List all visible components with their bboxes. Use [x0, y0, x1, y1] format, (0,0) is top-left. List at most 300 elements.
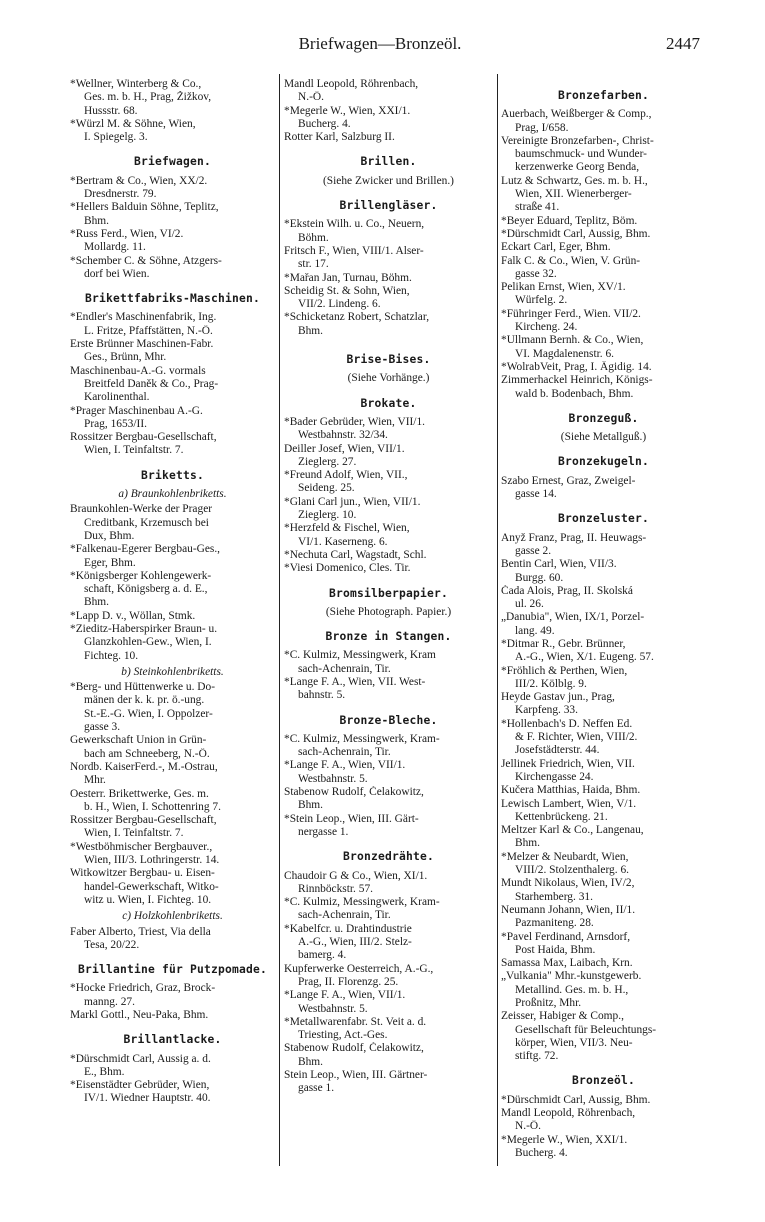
- category-heading: Bronze-Bleche.: [339, 713, 438, 727]
- entry-line: *WolrabVeit, Prag, I. Ägidig. 14.: [501, 360, 652, 373]
- directory-entry: [70, 570, 275, 610]
- entry-line: VII/2. Lindeng. 6.: [298, 298, 381, 311]
- directory-entry: [284, 522, 493, 549]
- entry-line: kerzenwerke Georg Benda,: [515, 161, 640, 174]
- directory-entry: [284, 1069, 493, 1096]
- directory-entry: [284, 549, 493, 562]
- directory-entry: [70, 623, 275, 663]
- entry-line: sach-Achenrain, Tir.: [298, 746, 391, 759]
- entry-line: Breitfeld Daněk & Co., Prag-: [84, 377, 219, 390]
- category-heading: Brillen.: [360, 155, 417, 169]
- entry-line: Kettenbrückeng. 21.: [515, 810, 608, 823]
- entry-line: Tesa, 20/22.: [84, 938, 140, 951]
- entry-line: E., Bhm.: [84, 1065, 125, 1078]
- entry-line: Witkowitzer Bergbau- u. Eisen-: [70, 867, 215, 880]
- directory-entry: [501, 532, 706, 559]
- column-rule-left: [279, 74, 280, 1166]
- directory-entry: [501, 1094, 706, 1107]
- entry-line: *C. Kulmiz, Messingwerk, Kram: [284, 649, 436, 662]
- directory-entry: [284, 676, 493, 703]
- entry-line: Hussstr. 68.: [84, 104, 138, 117]
- entry-line: Nordb. KaiserFerd.-, M.-Ostrau,: [70, 760, 218, 773]
- entry-line: *Herzfeld & Fischel, Wien,: [284, 522, 410, 535]
- entry-line: *Hocke Friedrich, Graz, Brock-: [70, 982, 216, 995]
- directory-entry: [284, 733, 493, 760]
- directory-entry: [501, 611, 706, 638]
- directory-entry: [284, 1042, 493, 1069]
- entry-line: *Megerle W., Wien, XXI/1.: [284, 104, 411, 117]
- entry-line: Wien, I. Teinfaltstr. 7.: [84, 444, 184, 457]
- entry-line: wald b. Bodenbach, Bhm.: [515, 387, 634, 400]
- entry-line: *Westböhmischer Bergbauver.,: [70, 840, 213, 853]
- directory-entry: [70, 311, 275, 338]
- entry-line: Metallind. Ges. m. b. H.,: [515, 983, 629, 996]
- entry-line: Heyde Gastav jun., Prag,: [501, 691, 615, 704]
- entry-line: Starhemberg. 31.: [515, 890, 593, 903]
- directory-entry: [70, 926, 275, 953]
- entry-line: Scheidig St. & Sohn, Wien,: [284, 284, 410, 297]
- directory-entry: [501, 135, 706, 175]
- subcategory-heading: a) Braunkohlenbriketts.: [118, 488, 227, 501]
- entry-line: stiftg. 72.: [515, 1050, 559, 1063]
- entry-line: Mollardg. 11.: [84, 241, 146, 254]
- directory-entry: [501, 1134, 706, 1161]
- entry-line: Karolinenthal.: [84, 391, 150, 404]
- entry-line: Pelikan Ernst, Wien, XV/1.: [501, 281, 626, 294]
- entry-line: Zeisser, Habiger & Comp.,: [501, 1010, 624, 1023]
- directory-entry: [501, 1010, 706, 1063]
- entry-line: straße 41.: [515, 201, 560, 214]
- directory-entry: [70, 338, 275, 365]
- directory-entry: [70, 543, 275, 570]
- entry-line: *Russ Ferd., Wien, VI/2.: [70, 227, 184, 240]
- entry-line: Ges. m. b. H., Prag, Žižkov,: [84, 91, 212, 104]
- entry-line: Bhm.: [84, 214, 110, 227]
- entry-line: Fichteg. 10.: [84, 649, 139, 662]
- entry-line: *Lapp D. v., Wöllan, Stmk.: [70, 609, 196, 622]
- entry-line: Bhm.: [298, 324, 324, 337]
- subcategory-heading: b) Steinkohlenbriketts.: [121, 665, 224, 678]
- entry-line: Bhm.: [298, 799, 324, 812]
- directory-entry: [70, 503, 275, 543]
- entry-line: manng. 27.: [84, 995, 135, 1008]
- entry-line: Josefstädterstr. 44.: [515, 744, 600, 757]
- entry-line: Stabenow Rudolf, Čelakowitz,: [284, 786, 424, 799]
- entry-line: *Hollenbach's D. Neffen Ed.: [501, 717, 633, 730]
- directory-entry: [70, 431, 275, 458]
- directory-entry: [501, 798, 706, 825]
- entry-line: *C. Kulmiz, Messingwerk, Kram-: [284, 732, 440, 745]
- directory-entry: [501, 718, 706, 758]
- directory-entry: [501, 475, 706, 502]
- entry-line: Rossitzer Bergbau-Gesellschaft,: [70, 814, 217, 827]
- page-header: [60, 32, 700, 54]
- entry-line: Westbahnstr. 32/34.: [298, 429, 388, 442]
- entry-line: Seideng. 25.: [298, 482, 355, 495]
- category-heading: Bronzedrähte.: [342, 850, 435, 864]
- directory-entry: [501, 638, 706, 665]
- entry-line: Fritsch F., Wien, VIII/1. Alser-: [284, 244, 424, 257]
- entry-line: *Bader Gebrüder, Wien, VII/1.: [284, 415, 426, 428]
- entry-line: Rossitzer Bergbau-Gesellschaft,: [70, 431, 217, 444]
- entry-line: Faber Alberto, Triest, Via della: [70, 925, 211, 938]
- entry-line: *Nechuta Carl, Wagstadt, Schl.: [284, 548, 427, 561]
- directory-entry: [70, 610, 275, 623]
- entry-line: mänen der k. k. pr. ö.-ung.: [84, 694, 205, 707]
- category-heading: Brise-Bises.: [346, 353, 431, 367]
- entry-line: körper, Wien, VII/3. Neu-: [515, 1036, 633, 1049]
- entry-line: *Ditmar R., Gebr. Brünner,: [501, 637, 626, 650]
- directory-entry: [501, 758, 706, 785]
- directory-entry: [70, 814, 275, 841]
- directory-entry: [70, 1079, 275, 1106]
- entry-line: gasse 2.: [515, 544, 552, 557]
- entry-line: Stabenow Rudolf, Čelakowitz,: [284, 1042, 424, 1055]
- column-left: [70, 78, 275, 1178]
- entry-line: St.-E.-G. Wien, I. Oppolzer-: [84, 707, 213, 720]
- entry-line: Chaudoir G & Co., Wien, XI/1.: [284, 869, 428, 882]
- directory-entry: [284, 78, 493, 105]
- directory-entry: [284, 1016, 493, 1043]
- entry-line: Deiller Josef, Wien, VII/1.: [284, 442, 405, 455]
- directory-entry: [284, 416, 493, 443]
- entry-line: *Endler's Maschinenfabrik, Ing.: [70, 311, 217, 324]
- directory-entry: [70, 201, 275, 228]
- directory-entry: [284, 496, 493, 523]
- directory-entry: [501, 308, 706, 335]
- entry-line: Bhm.: [84, 596, 110, 609]
- directory-entry: [501, 665, 706, 692]
- subcategory-heading: c) Holzkohlenbriketts.: [122, 910, 223, 923]
- entry-line: *Bertram & Co., Wien, XX/2.: [70, 174, 208, 187]
- entry-line: gasse 3.: [84, 721, 121, 734]
- entry-line: *Ullmann Bernh. & Co., Wien,: [501, 334, 644, 347]
- entry-line: Szabo Ernest, Graz, Zweigel-: [501, 474, 636, 487]
- entry-line: *Glani Carl jun., Wien, VII/1.: [284, 495, 421, 508]
- entry-line: Wien, III/3. Lothringerstr. 14.: [84, 854, 220, 867]
- entry-line: handel-Gewerkschaft, Witko-: [84, 880, 219, 893]
- entry-line: Triesting, Act.-Ges.: [298, 1029, 388, 1042]
- page-number: 2447: [666, 34, 700, 53]
- entry-line: Oesterr. Brikettwerke, Ges. m.: [70, 787, 209, 800]
- entry-line: *Zieditz-Haberspirker Braun- u.: [70, 622, 218, 635]
- entry-line: Westbahnstr. 5.: [298, 772, 368, 785]
- column-middle: [284, 78, 493, 1178]
- entry-line: Post Haida, Bhm.: [515, 943, 596, 956]
- directory-entry: [70, 841, 275, 868]
- entry-line: VI. Magdalenenstr. 6.: [515, 347, 615, 360]
- entry-line: Westbahnstr. 5.: [298, 1002, 368, 1015]
- category-heading: Brillantlacke.: [123, 1033, 222, 1047]
- entry-line: Bucherg. 4.: [298, 117, 351, 130]
- entry-line: Rotter Karl, Salzburg II.: [284, 131, 395, 144]
- category-heading: Bronzeöl.: [571, 1074, 635, 1088]
- entry-line: *Fröhlich & Perthen, Wien,: [501, 664, 628, 677]
- directory-entry: [501, 334, 706, 361]
- directory-entry: [284, 813, 493, 840]
- directory-entry: [501, 175, 706, 215]
- directory-entry: [501, 215, 706, 228]
- directory-entry: [70, 405, 275, 432]
- entry-line: Wien, XII. Wienerberger-: [515, 188, 632, 201]
- cross-reference: (Siehe Zwicker und Brillen.): [323, 174, 454, 187]
- entry-line: Pazmaniteng. 28.: [515, 917, 594, 930]
- directory-entry: [501, 228, 706, 241]
- directory-entry: [501, 585, 706, 612]
- entry-line: Jellinek Friedrich, Wien, VII.: [501, 757, 635, 770]
- entry-line: Rinnböckstr. 57.: [298, 882, 373, 895]
- directory-entry: [501, 931, 706, 958]
- entry-line: *Würzl M. & Söhne, Wien,: [70, 117, 196, 130]
- entry-line: Prag, II. Florenzg. 25.: [298, 975, 399, 988]
- entry-line: Prag, 1653/II.: [84, 417, 147, 430]
- directory-entry: [284, 285, 493, 312]
- directory-entry: [501, 255, 706, 282]
- category-heading: Brillengläser.: [339, 199, 438, 213]
- cross-reference: (Siehe Photograph. Papier.): [325, 605, 452, 618]
- entry-line: Eckart Carl, Eger, Bhm.: [501, 241, 611, 254]
- entry-line: sach-Achenrain, Tir.: [298, 909, 391, 922]
- entry-line: Vereinigte Bronzefarben-, Christ-: [501, 134, 654, 147]
- entry-line: Neumann Johann, Wien, II/1.: [501, 903, 636, 916]
- directory-entry: [284, 963, 493, 990]
- entry-line: Ges., Brünn, Mhr.: [84, 351, 167, 364]
- directory-entry: [70, 228, 275, 255]
- entry-line: gasse 14.: [515, 488, 557, 501]
- entry-line: sach-Achenrain, Tir.: [298, 662, 391, 675]
- category-heading: Brikettfabriks-Maschinen.: [84, 292, 261, 306]
- entry-line: *Königsberger Kohlengewerk-: [70, 569, 212, 582]
- entry-line: I. Spiegelg. 3.: [84, 131, 148, 144]
- entry-line: III/2. Kölblg. 9.: [515, 677, 587, 690]
- running-title: Briefwagen—Bronzeöl.: [298, 34, 462, 53]
- directory-entry: [501, 877, 706, 904]
- category-heading: Brillantine für Putzpomade.: [77, 963, 268, 977]
- entry-line: *Falkenau-Egerer Bergbau-Ges.,: [70, 543, 221, 556]
- directory-entry: [501, 361, 706, 374]
- entry-line: Samassa Max, Laibach, Krn.: [501, 957, 633, 970]
- directory-entry: [284, 272, 493, 285]
- directory-entry: [501, 784, 706, 797]
- directory-entry: [284, 469, 493, 496]
- entry-line: Dux, Bhm.: [84, 529, 135, 542]
- cross-reference: (Siehe Vorhänge.): [347, 372, 430, 385]
- entry-line: *Dürschmidt Carl, Aussig, Bhm.: [501, 1093, 651, 1106]
- entry-line: VIII/2. Stolzenthalerg. 6.: [515, 864, 629, 877]
- entry-line: *C. Kulmiz, Messingwerk, Kram-: [284, 896, 440, 909]
- entry-line: Auerbach, Weißberger & Comp.,: [501, 108, 652, 121]
- entry-line: Wien, I. Teinfaltstr. 7.: [84, 827, 184, 840]
- entry-line: Lutz & Schwartz, Ges. m. b. H.,: [501, 174, 648, 187]
- entry-line: lang. 49.: [515, 624, 555, 637]
- directory-entry: [284, 245, 493, 272]
- entry-line: Proßnitz, Mhr.: [515, 997, 582, 1009]
- entry-line: *Berg- und Hüttenwerke u. Do-: [70, 681, 215, 694]
- entry-line: *Stein Leop., Wien, III. Gärt-: [284, 812, 419, 825]
- entry-line: L. Fritze, Pfaffstätten, N.-Ö.: [84, 324, 213, 337]
- entry-line: *Schicketanz Robert, Schatzlar,: [284, 311, 430, 324]
- entry-line: Braunkohlen-Werke der Prager: [70, 503, 213, 516]
- directory-entry: [501, 851, 706, 878]
- category-heading: Bronzeluster.: [557, 512, 650, 526]
- entry-line: *Wellner, Winterberg & Co.,: [70, 78, 202, 90]
- entry-line: Kirchengasse 24.: [515, 770, 594, 783]
- directory-entry: [70, 175, 275, 202]
- entry-line: Bhm.: [298, 1055, 324, 1068]
- directory-entry: [284, 443, 493, 470]
- entry-line: Bhm.: [515, 837, 541, 850]
- entry-line: bahnstr. 5.: [298, 689, 346, 702]
- directory-entry: [501, 108, 706, 135]
- entry-line: Würfelg. 2.: [515, 294, 568, 307]
- category-heading: Bromsilberpapier.: [328, 586, 449, 600]
- entry-line: *Viesi Domenico, Cles. Tir.: [284, 562, 411, 575]
- entry-line: b. H., Wien, I. Schottenring 7.: [84, 800, 221, 813]
- directory-entry: [501, 691, 706, 718]
- directory-entry: [70, 867, 275, 907]
- entry-line: Lewisch Lambert, Wien, V/1.: [501, 797, 637, 810]
- directory-entry: [284, 131, 493, 144]
- entry-line: *Metallwarenfabr. St. Veit a. d.: [284, 1015, 427, 1028]
- entry-line: Čada Alois, Prag, II. Skolská: [501, 584, 633, 597]
- directory-entry: [501, 558, 706, 585]
- directory-entry: [70, 681, 275, 734]
- entry-line: str. 17.: [298, 258, 329, 271]
- entry-line: gasse 1.: [298, 1082, 335, 1095]
- entry-line: Kupferwerke Oesterreich, A.-G.,: [284, 962, 434, 975]
- entry-line: Markl Gottl., Neu-Paka, Bhm.: [70, 1009, 209, 1021]
- entry-line: bach am Schneeberg, N.-Ö.: [84, 747, 210, 760]
- entry-line: gasse 32.: [515, 267, 557, 280]
- directory-entry: [501, 241, 706, 254]
- entry-line: Bucherg. 4.: [515, 1146, 568, 1159]
- entry-line: *Lange F. A., Wien, VII/1.: [284, 989, 406, 1002]
- entry-line: A.-G., Wien, III/2. Stelz-: [298, 936, 412, 949]
- entry-line: *Melzer & Neubardt, Wien,: [501, 850, 629, 863]
- entry-line: Prag, I/658.: [515, 121, 569, 134]
- category-heading: Briketts.: [140, 468, 204, 482]
- entry-line: Zimmerhackel Heinrich, Königs-: [501, 374, 653, 387]
- directory-entry: [284, 870, 493, 897]
- entry-line: *Hellers Balduin Söhne, Teplitz,: [70, 201, 219, 214]
- entry-line: schaft, Königsberg a. d. E.,: [84, 583, 208, 596]
- entry-line: nergasse 1.: [298, 825, 349, 838]
- directory-entry: [70, 78, 275, 118]
- directory-entry: [284, 311, 493, 338]
- entry-line: *Führinger Ferd., Wien. VII/2.: [501, 307, 641, 320]
- entry-line: Anyž Franz, Prag, II. Heuwags-: [501, 531, 647, 544]
- entry-line: Karpfeng. 33.: [515, 704, 578, 717]
- directory-entry: [284, 562, 493, 575]
- directory-entry: [284, 989, 493, 1016]
- spacer: [284, 338, 493, 342]
- column-rule-right: [497, 74, 498, 1166]
- entry-line: *Schember C. & Söhne, Atzgers-: [70, 254, 222, 267]
- entry-line: „Vulkania" Mhr.-kunstgewerb.: [501, 970, 642, 983]
- entry-line: Zieglerg. 27.: [298, 455, 357, 468]
- entry-line: bamerg. 4.: [298, 949, 347, 962]
- entry-line: Maschinenbau-A.-G. vormals: [70, 364, 206, 377]
- directory-entry: [284, 759, 493, 786]
- category-heading: Briefwagen.: [133, 155, 211, 169]
- directory-entry: [284, 786, 493, 813]
- entry-line: *Pavel Ferdinand, Arnsdorf,: [501, 930, 631, 943]
- entry-line: witz u. Wien, I. Fichteg. 10.: [84, 893, 212, 906]
- directory-entry: [284, 896, 493, 923]
- directory-entry: [70, 761, 275, 788]
- directory-entry: [70, 788, 275, 815]
- directory-entry: [501, 1107, 706, 1134]
- entry-line: dorf bei Wien.: [84, 267, 150, 280]
- directory-entry: [70, 255, 275, 282]
- entry-line: Eger, Bhm.: [84, 556, 136, 569]
- directory-entry: [70, 982, 275, 1009]
- entry-line: Stein Leop., Wien, III. Gärtner-: [284, 1069, 428, 1081]
- column-right: [501, 78, 706, 1178]
- entry-line: Erste Brünner Maschinen-Fabr.: [70, 338, 214, 351]
- category-heading: Bronze in Stangen.: [325, 630, 452, 644]
- entry-line: Glanzkohlen-Gew., Wien, I.: [84, 636, 212, 649]
- directory-entry: [501, 904, 706, 931]
- entry-line: N.-Ö.: [298, 91, 324, 104]
- directory-entry: [284, 218, 493, 245]
- directory-entry: [501, 957, 706, 970]
- entry-line: „Danubia", Wien, IX/1, Porzel-: [501, 611, 645, 624]
- entry-line: Gesellschaft für Beleuchtungs-: [515, 1023, 657, 1036]
- entry-line: Mandl Leopold, Röhrenbach,: [284, 78, 419, 90]
- entry-line: Dresdnerstr. 79.: [84, 188, 157, 201]
- entry-line: IV/1. Wiedner Hauptstr. 40.: [84, 1092, 211, 1105]
- directory-entry: [501, 374, 706, 401]
- directory-entry: [501, 824, 706, 851]
- entry-line: ul. 26.: [515, 598, 544, 611]
- directory-entry: [284, 105, 493, 132]
- directory-entry: [70, 365, 275, 405]
- entry-line: *Freund Adolf, Wien, VII.,: [284, 469, 408, 482]
- entry-line: Mandl Leopold, Röhrenbach,: [501, 1107, 636, 1120]
- entry-line: *Beyer Eduard, Teplitz, Böm.: [501, 214, 638, 227]
- category-heading: Brokate.: [360, 396, 417, 410]
- entry-line: *Dürschmidt Carl, Aussig a. d.: [70, 1052, 211, 1065]
- directory-entry: [284, 923, 493, 963]
- entry-line: Creditbank, Krzemusch bei: [84, 516, 209, 529]
- category-heading: Bronzefarben.: [557, 89, 650, 102]
- entry-line: & F. Richter, Wien, VIII/2.: [515, 731, 638, 744]
- entry-line: *Eisenstädter Gebrüder, Wien,: [70, 1079, 210, 1092]
- directory-entry: [70, 1009, 275, 1022]
- entry-line: *Prager Maschinenbau A.-G.: [70, 404, 203, 417]
- directory-entry: [501, 281, 706, 308]
- entry-line: *Mařan Jan, Turnau, Böhm.: [284, 271, 412, 284]
- entry-line: *Dürschmidt Carl, Aussig, Bhm.: [501, 227, 651, 240]
- entry-line: *Ekstein Wilh. u. Co., Neuern,: [284, 218, 425, 231]
- directory-entry: [284, 649, 493, 676]
- entry-line: Böhm.: [298, 231, 329, 244]
- entry-line: VI/1. Kaserneng. 6.: [298, 535, 388, 548]
- entry-line: Bentin Carl, Wien, VII/3.: [501, 558, 617, 571]
- cross-reference: (Siehe Metallguß.): [560, 431, 647, 444]
- directory-entry: [501, 970, 706, 1010]
- entry-line: *Lange F. A., Wien, VII. West-: [284, 675, 426, 688]
- entry-line: A.-G., Wien, X/1. Eugeng. 57.: [515, 651, 654, 664]
- entry-line: Zieglerg. 10.: [298, 509, 357, 522]
- category-heading: Bronzekugeln.: [557, 455, 650, 469]
- entry-line: Meltzer Karl & Co., Langenau,: [501, 824, 644, 837]
- category-heading: Bronzeguß.: [568, 411, 639, 425]
- entry-line: Kircheng. 24.: [515, 321, 578, 334]
- entry-line: *Kabelfcr. u. Drahtindustrie: [284, 922, 412, 935]
- entry-line: Mhr.: [84, 774, 106, 787]
